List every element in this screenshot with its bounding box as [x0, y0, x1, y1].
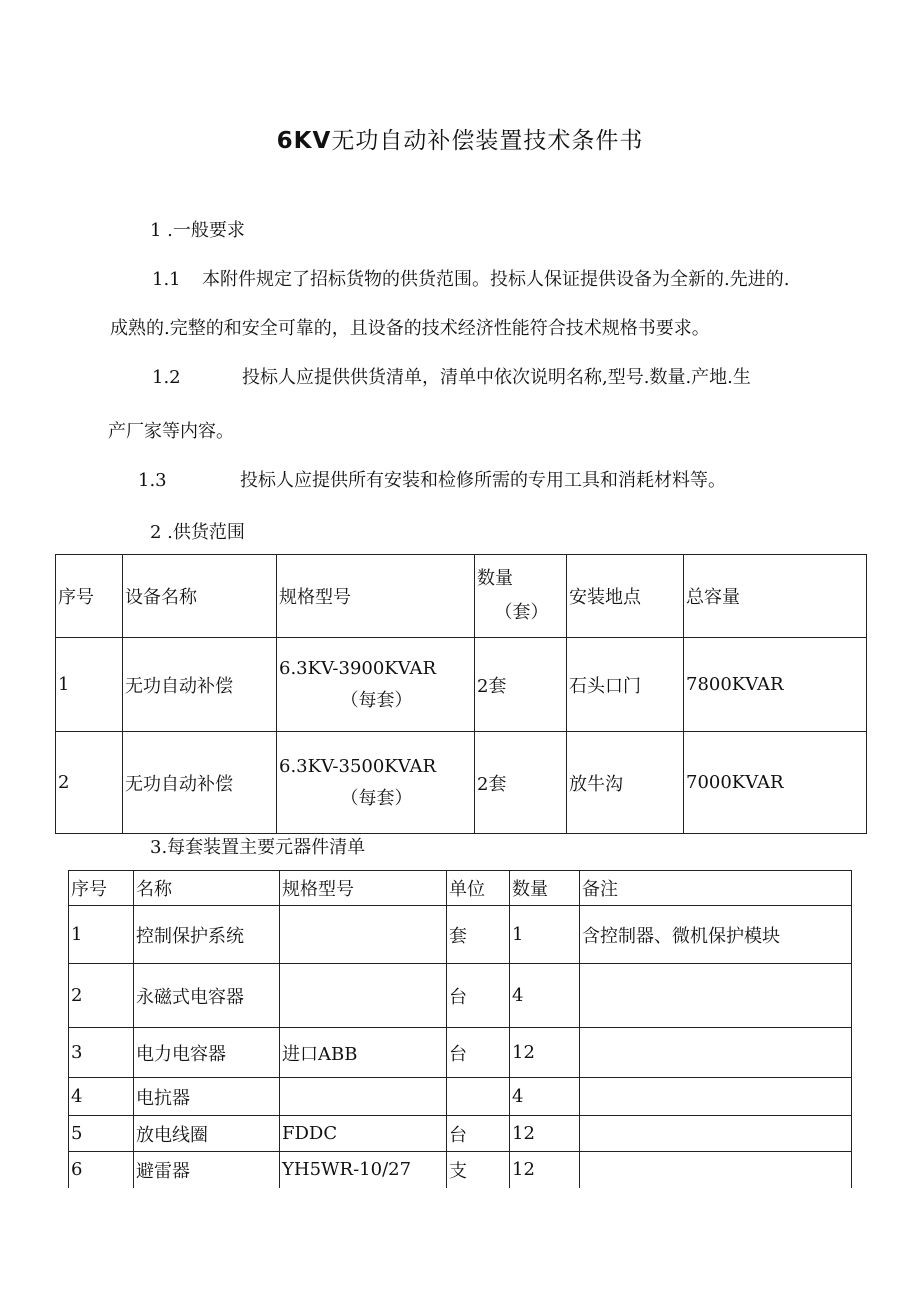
- header-unit: 单位: [447, 871, 510, 906]
- section-3-heading: 3.每套装置主要元器件清单: [150, 837, 366, 858]
- cell-name: 无功自动补偿: [123, 732, 277, 834]
- cell-no: 2: [56, 732, 123, 834]
- cell-spec: [277, 638, 475, 732]
- para-1-2-number: 1.2: [152, 367, 181, 388]
- cell-spec: 进口ABB: [280, 1028, 447, 1078]
- header-total: 总容量: [684, 555, 867, 638]
- cell-name: 电力电容器: [134, 1028, 280, 1078]
- cell-unit: 台: [447, 964, 510, 1028]
- title-bold: 6KV: [276, 128, 332, 154]
- section-1-heading: 1 .一般要求: [150, 220, 245, 241]
- cell-note: [580, 1078, 852, 1116]
- components-table: [68, 870, 852, 1188]
- cell-note: [580, 1116, 852, 1152]
- cell-unit: 支: [447, 1152, 510, 1188]
- header-qty: [475, 555, 567, 638]
- cell-spec: [280, 906, 447, 964]
- header-name: 名称: [134, 871, 280, 906]
- table-row: [56, 732, 867, 834]
- cell-unit: 台: [447, 1028, 510, 1078]
- cell-qty: 4: [510, 1078, 580, 1116]
- cell-note: 含控制器、微机保护模块: [580, 906, 852, 964]
- header-qty: 数量: [510, 871, 580, 906]
- cell-spec: [280, 1078, 447, 1116]
- cell-name: 放电线圈: [134, 1116, 280, 1152]
- cell-name: 电抗器: [134, 1078, 280, 1116]
- header-qty-line1: 数量: [477, 568, 513, 589]
- cell-no: 1: [56, 638, 123, 732]
- cell-name: 永磁式电容器: [134, 964, 280, 1028]
- cell-unit: 套: [447, 906, 510, 964]
- cell-qty: 4: [510, 964, 580, 1028]
- para-1-3: [138, 469, 726, 493]
- para-1-1-line1: [152, 268, 789, 292]
- table-row: [69, 1152, 852, 1188]
- cell-total: 7800KVAR: [684, 638, 867, 732]
- cell-note: [580, 964, 852, 1028]
- title-rest: 无功自动补偿装置技术条件书: [331, 128, 644, 154]
- para-1-2-line1: [152, 366, 751, 390]
- cell-name: 避雷器: [134, 1152, 280, 1188]
- para-1-2-text: 投标人应提供供货清单，清单中依次说明名称,型号.数量.产地.生: [242, 367, 751, 388]
- cell-total: 7000KVAR: [684, 732, 867, 834]
- cell-site: 石头口门: [567, 638, 684, 732]
- table-row: [69, 1116, 852, 1152]
- header-site: 安装地点: [567, 555, 684, 638]
- para-1-1-line2: 成熟的.完整的和安全可靠的，且设备的技术经济性能符合技术规格书要求。: [110, 318, 710, 339]
- header-spec: 规格型号: [277, 555, 475, 638]
- table-header-row: [69, 871, 852, 906]
- table-row: [56, 638, 867, 732]
- cell-spec: FDDC: [280, 1116, 447, 1152]
- cell-no: 2: [69, 964, 134, 1028]
- table-row: [69, 1028, 852, 1078]
- cell-no: 4: [69, 1078, 134, 1116]
- cell-no: 1: [69, 906, 134, 964]
- cell-spec-line2: （每套）: [340, 787, 413, 809]
- cell-name: 控制保护系统: [134, 906, 280, 964]
- table-row: [69, 906, 852, 964]
- document-title: [0, 122, 920, 155]
- header-qty-line2: （套）: [494, 602, 549, 623]
- cell-site: 放牛沟: [567, 732, 684, 834]
- para-1-3-number: 1.3: [138, 470, 167, 491]
- para-1-1-number: 1.1: [152, 269, 181, 290]
- cell-spec-line1: 6.3KV-3900KVAR: [279, 657, 437, 679]
- cell-qty: 1: [510, 906, 580, 964]
- cell-unit: [447, 1078, 510, 1116]
- header-note: 备注: [580, 871, 852, 906]
- para-1-3-text: 投标人应提供所有安装和检修所需的专用工具和消耗材料等。: [240, 470, 726, 491]
- cell-unit: 台: [447, 1116, 510, 1152]
- cell-qty: 2套: [475, 638, 567, 732]
- cell-note: [580, 1152, 852, 1188]
- header-no: 序号: [56, 555, 123, 638]
- cell-spec: YH5WR-10/27: [280, 1152, 447, 1188]
- para-1-1-text: 本附件规定了招标货物的供货范围。投标人保证提供设备为全新的.先进的.: [202, 269, 790, 290]
- cell-name: 无功自动补偿: [123, 638, 277, 732]
- cell-qty: 12: [510, 1116, 580, 1152]
- cell-spec-line2: （每套）: [340, 689, 413, 711]
- table-header-row: [56, 555, 867, 638]
- cell-no: 6: [69, 1152, 134, 1188]
- table-row: [69, 964, 852, 1028]
- cell-qty: 2套: [475, 732, 567, 834]
- cell-spec-line1: 6.3KV-3500KVAR: [279, 755, 437, 777]
- section-2-heading: 2 .供货范围: [150, 522, 245, 543]
- cell-qty: 12: [510, 1152, 580, 1188]
- para-1-2-line2: 产厂家等内容。: [108, 421, 234, 442]
- header-spec: 规格型号: [280, 871, 447, 906]
- cell-no: 3: [69, 1028, 134, 1078]
- header-no: 序号: [69, 871, 134, 906]
- table-row: [69, 1078, 852, 1116]
- cell-note: [580, 1028, 852, 1078]
- supply-scope-table: [55, 554, 867, 834]
- cell-qty: 12: [510, 1028, 580, 1078]
- cell-spec: [277, 732, 475, 834]
- cell-spec: [280, 964, 447, 1028]
- cell-no: 5: [69, 1116, 134, 1152]
- header-name: 设备名称: [123, 555, 277, 638]
